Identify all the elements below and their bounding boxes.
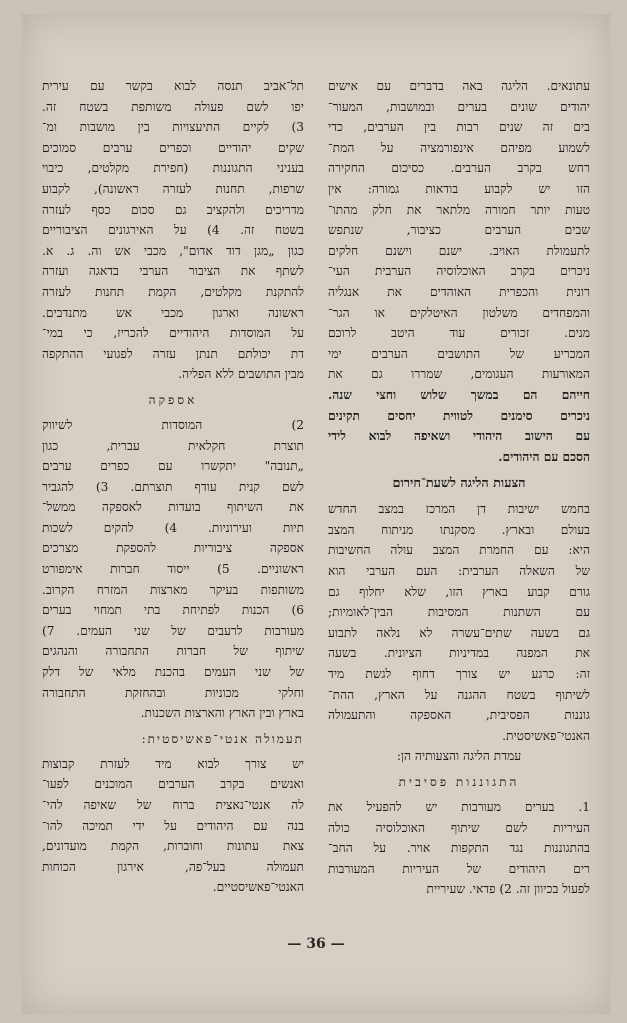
- text-line: תעמולה בעל־פה, אירגון הכוחות: [42, 859, 304, 874]
- text-line: עתונאים. הליגה באה בדברים עם אישים: [328, 79, 590, 93]
- text-line: טעות יותר חמורה מלתאר את חלק מהתו־: [328, 202, 590, 217]
- text-line: והמפחדים משלטון האיטלקים או הגר־: [328, 305, 590, 320]
- text-line: ואנשים בקרב הערבים המוכנים לפעו־: [42, 777, 304, 792]
- intro-line: עמדת הליגה והצעותיה הן:: [396, 749, 522, 764]
- text-line: של שני העמים בהכנת מלאי של דלק: [42, 665, 304, 680]
- left-column: [42, 76, 304, 936]
- subsection-heading: תעמולה אנטי־פאשיסטית:: [141, 731, 304, 746]
- text-line: ניכרים סימנים לטווית יחסים תקינים: [328, 408, 590, 423]
- text-line: משותפות בעיקר מארצות המזרח הקרוב.: [42, 582, 304, 597]
- paragraph-block: [42, 754, 304, 898]
- text-line: „תנובה" יתקשרו עם כפרים ערבים: [42, 459, 304, 474]
- text-line: כגון „מגן דוד אדום", מכבי אש וה. ג. א.: [42, 243, 304, 258]
- text-line: בשטח זה. 4) על האירגונים הציבוריים: [42, 223, 304, 238]
- text-line: רונית והכפרית האוהדים את אנגליה: [328, 284, 590, 299]
- text-line: ראשונה וארגון מכבי אש מתנדבים.: [42, 305, 304, 320]
- text-line: בנה עם היהודים על ידי תמיכה להו־: [42, 818, 304, 833]
- text-line: לתעמולת האויב. ישנם וישנם חלקים: [328, 243, 590, 258]
- text-line: שרפות, תחנות לעזרה ראשונה), לקבוע: [42, 181, 304, 196]
- text-line: עם השתנות המסיבות הבין־לאומיות;: [328, 605, 590, 620]
- text-line: חייהם הם במשך שלוש וחצי שנה.: [328, 387, 590, 402]
- text-line: תיות ועירוניות. 4) להקים לשכות: [42, 520, 304, 535]
- text-line: בעולם ובארץ. מסקנתו מניתוח המצב: [328, 522, 590, 537]
- text-columns: [42, 76, 590, 936]
- text-line: המכריע של התושבים הערבים ימי: [328, 346, 590, 361]
- text-line: האנטי־פאשיסטיים.: [212, 880, 304, 895]
- text-line: צאת עתונות וחוברות, הקמת מועדונים,: [42, 839, 304, 854]
- right-column: [328, 76, 590, 936]
- text-line: גוננות הפסיבית, האספקה והתעמולה: [328, 708, 590, 723]
- text-line: היא: עם החמרת המצב עולה החשיבות: [328, 543, 590, 558]
- text-line: המאורעות העגומים, שמררו גם את: [328, 367, 590, 382]
- text-line: יש צורך לבוא מיד לעזרת קבוצות: [42, 756, 304, 771]
- text-line: 3) לקיים התיעצויות בין מושבות ומ־: [42, 120, 304, 135]
- text-line: ראשוניים. 5) ייסוד חברות אימפורט: [42, 562, 304, 577]
- section-heading: הצעות הליגה לשעת־חירום: [392, 476, 526, 492]
- paragraph-block: [328, 797, 590, 900]
- text-line: עם הישוב היהודי ושאיפה לבוא לידי: [328, 429, 590, 444]
- text-line: מבין התושבים ללא הפליה.: [178, 367, 304, 382]
- text-line: וחלקי מכוניות ובהחזקת התחבורה: [42, 685, 304, 700]
- subsection-heading: אספקה: [148, 392, 198, 407]
- text-line: רחש בקרב הערבים. כסיכום החקירה: [328, 161, 590, 176]
- text-line: זה: כרגע יש צורך דחוף לגשת מיד: [328, 667, 590, 682]
- paragraph-block: [42, 415, 304, 724]
- text-line: בחמש ישיבות דן המרכז במצב החדש: [328, 502, 590, 517]
- text-line: הזו יש לקבוע בודאות גמורה: אין: [328, 181, 590, 196]
- text-line: להתקנת מקלטים, הקמת תחנות לעזרה: [42, 284, 304, 299]
- text-line: מנים. זכורים עוד היטב לרוכם: [328, 326, 590, 341]
- text-line: גם בשעה שתים־עשרה לא נלאה לתבוע: [328, 625, 590, 640]
- page-number: — 36 —: [287, 936, 345, 952]
- text-line: 6) הכנות לפתיחת בתי תמחוי בערים: [42, 603, 304, 618]
- text-line: הסכם עם היהודים.: [498, 449, 590, 464]
- text-line: שבים הערבים כציבור, שנתפש: [328, 223, 590, 238]
- text-line: את השיתוף בועדות לאספקה ממשל־: [42, 500, 304, 515]
- text-line: יהודים שונים בערים ובמושבות, המעור־: [328, 99, 590, 114]
- text-line: 2) המוסדות לשיווק: [42, 417, 304, 432]
- text-line: בארץ ובין הארץ והארצות השכנות.: [140, 706, 304, 721]
- text-line: של השאלה הערבית: העם הערבי הוא: [328, 564, 590, 579]
- text-line: מעורבות לרעבים של שני העמים. 7): [42, 623, 304, 638]
- text-line: תוצרת חקלאית עברית, כגון: [42, 438, 304, 453]
- text-line: העיריות לשם שיתוף האוכלוסיה כולה: [328, 820, 590, 835]
- subsection-heading: התגוננות פסיבית: [398, 775, 520, 789]
- text-line: ניכרים בקרב האוכלוסיה הערבית העי־: [328, 264, 590, 279]
- text-line: שקים יהודיים וכפרים ערבים סמוכים: [42, 140, 304, 155]
- text-line: על המוסדות היהודיים להכריז, כי במי־: [42, 326, 304, 341]
- text-line: לשם קנית עודף תוצרתם. 3) להגביר: [42, 479, 304, 494]
- text-line: את המפנה במדיניות הציונית. בשעה: [328, 646, 590, 661]
- paragraph-block: [328, 499, 590, 746]
- text-line: גורם קבוע בארץ הזו, שלא יחלוף גם: [328, 584, 590, 599]
- text-line: לשמוע מפיהם אינפורמציה על המת־: [328, 140, 590, 155]
- text-line: לשתף את הציבור הערבי בדאגה ועזרה: [42, 264, 304, 279]
- paragraph-block: [328, 76, 590, 467]
- text-line: האנטי־פאשיסטית.: [502, 728, 590, 743]
- text-line: לשיתוף בשטח ההגנה על הארץ, ההת־: [328, 687, 590, 702]
- text-line: בעניני התגוננות (חפירת מקלטים, כיבוי: [42, 161, 304, 176]
- text-line: בהתגוננות נגד התקפות אויר. על החב־: [328, 841, 590, 856]
- text-line: יפו לשם פעולה משותפת בשטח זה.: [42, 99, 304, 114]
- document-page: [22, 14, 610, 1014]
- text-line: רים היהודים של העיריות המעורבות: [328, 861, 590, 876]
- text-line: אספקה ציבוריות להספקת מצרכים: [42, 541, 304, 556]
- paragraph-block: [42, 76, 304, 385]
- text-line: לה אנטי־נאצית ברוח של שאיפה להי־: [42, 798, 304, 812]
- text-line: תל־אביב תנסה לבוא בקשר עם עירית: [42, 79, 304, 93]
- text-line: מדריכים ולהקציב גם סכום כסף לעזרה: [42, 202, 304, 217]
- text-line: שיתוף של חברות התחבורה והנהגים: [42, 644, 304, 659]
- text-line: 1. בערים מעורבות יש להפעיל את: [328, 800, 590, 814]
- text-line: בים זה שנים רבות בין הערבים, כדי: [328, 120, 590, 135]
- text-line: דת יכולתם תנתן עזרה לפגועי ההתקפה: [42, 346, 304, 361]
- text-line: לפעול בכיוון זה. 2) פדאי. שעיריית: [426, 882, 590, 897]
